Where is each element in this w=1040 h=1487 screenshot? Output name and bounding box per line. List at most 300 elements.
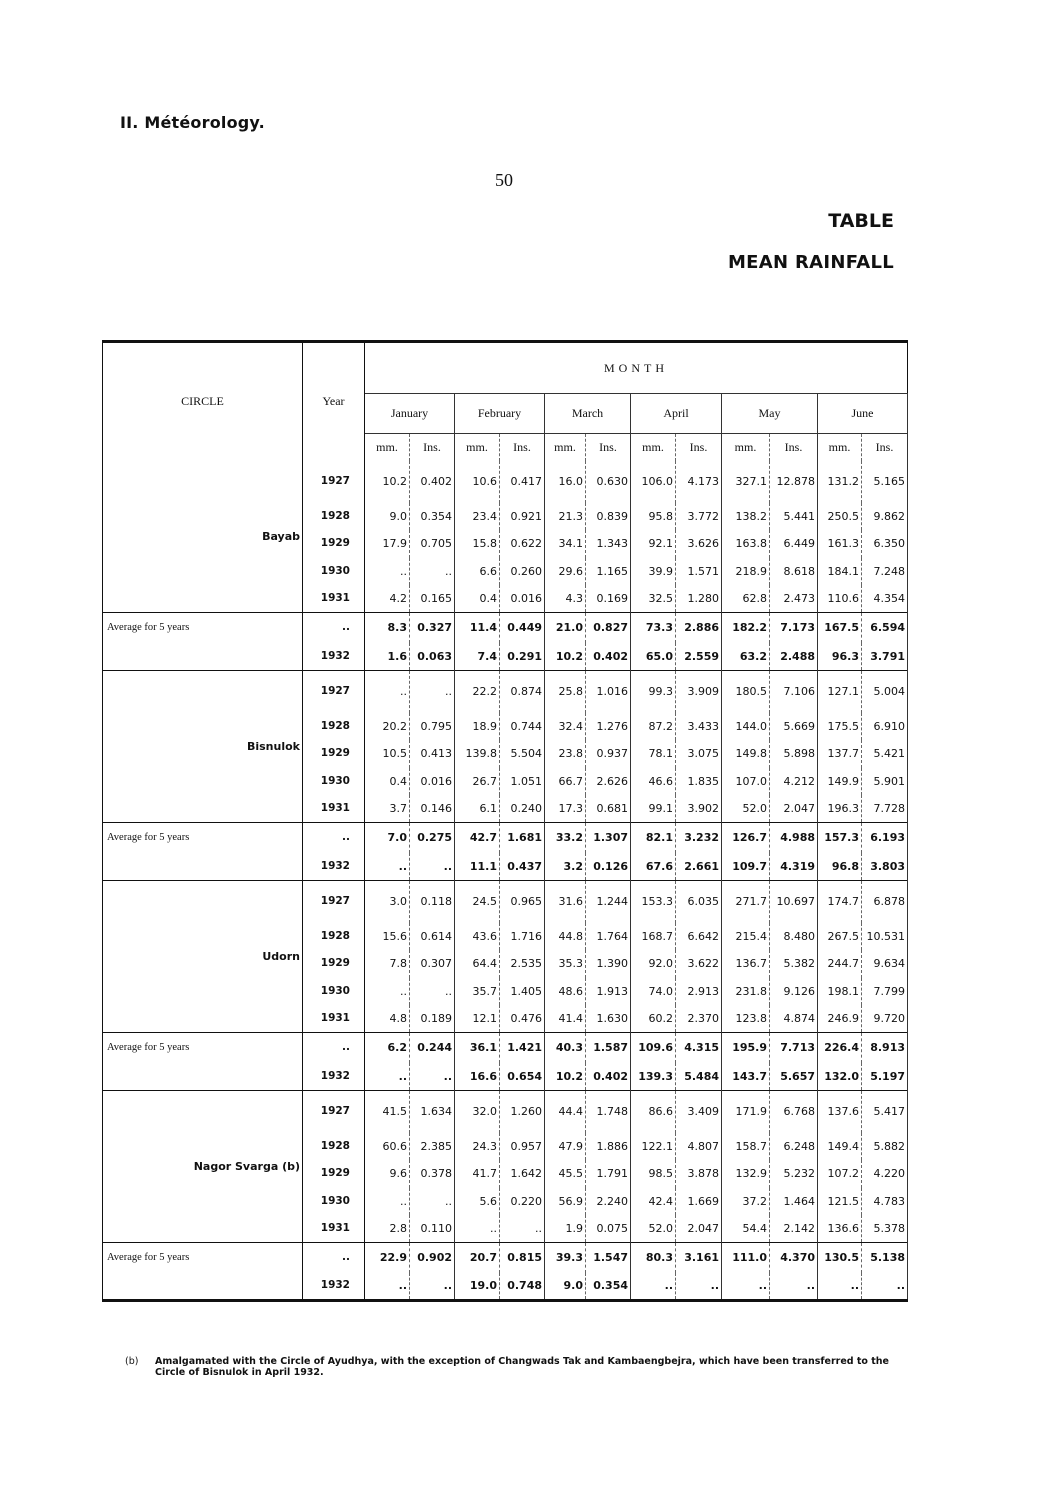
value-cell: .. (365, 1063, 410, 1091)
value-cell: 2.473 (770, 585, 818, 613)
value-cell: 3.2 (545, 853, 586, 881)
value-cell: 3.0 (365, 881, 410, 923)
value-cell: 161.3 (818, 530, 862, 558)
value-cell: .. (365, 1273, 410, 1301)
value-cell: 4.212 (770, 768, 818, 796)
value-cell: .. (365, 853, 410, 881)
value-cell: .. (818, 1273, 862, 1301)
value-cell: 0.449 (500, 613, 545, 643)
value-cell: 20.2 (365, 713, 410, 741)
value-cell: 41.4 (545, 1005, 586, 1033)
value-cell: 7.728 (862, 795, 908, 823)
value-cell: 19.0 (455, 1273, 500, 1301)
value-cell: 96.3 (818, 643, 862, 671)
value-cell: 2.913 (676, 978, 722, 1006)
month-group-header: MONTH (365, 342, 908, 394)
year-cell: 1927 (303, 1091, 365, 1133)
table-row (103, 1091, 908, 1133)
value-cell: 9.0 (545, 1273, 586, 1301)
value-cell: 8.618 (770, 558, 818, 586)
value-cell: 62.8 (722, 585, 770, 613)
page-number: 50 (495, 170, 513, 190)
value-cell: 180.5 (722, 671, 770, 713)
value-cell: 0.189 (410, 1005, 455, 1033)
value-cell: 130.5 (818, 1243, 862, 1273)
value-cell: 250.5 (818, 503, 862, 531)
value-cell: 109.7 (722, 853, 770, 881)
value-cell: 5.138 (862, 1243, 908, 1273)
value-cell: 126.7 (722, 823, 770, 853)
value-cell: 1.547 (586, 1243, 631, 1273)
value-cell: 4.807 (676, 1133, 722, 1161)
value-cell: 1.405 (500, 978, 545, 1006)
value-cell: 1.260 (500, 1091, 545, 1133)
value-cell: 46.6 (631, 768, 676, 796)
value-cell: 3.075 (676, 740, 722, 768)
value-cell: 4.315 (676, 1033, 722, 1063)
value-cell: 9.6 (365, 1160, 410, 1188)
value-cell: 9.862 (862, 503, 908, 531)
value-cell: 149.8 (722, 740, 770, 768)
value-cell: .. (410, 671, 455, 713)
value-cell: 12.1 (455, 1005, 500, 1033)
value-cell: 131.2 (818, 461, 862, 503)
year-header: Year (303, 342, 365, 461)
value-cell: 2.661 (676, 853, 722, 881)
value-cell: 42.4 (631, 1188, 676, 1216)
value-cell: 67.6 (631, 853, 676, 881)
month-header: June (818, 394, 908, 434)
value-cell: 1.681 (500, 823, 545, 853)
value-cell: 36.1 (455, 1033, 500, 1063)
value-cell: 99.1 (631, 795, 676, 823)
value-cell: 52.0 (722, 795, 770, 823)
value-cell: 22.9 (365, 1243, 410, 1273)
value-cell: 4.319 (770, 853, 818, 881)
year-cell: 1932 (303, 1273, 365, 1301)
month-header: April (631, 394, 722, 434)
value-cell: 1.571 (676, 558, 722, 586)
value-cell: 1.630 (586, 1005, 631, 1033)
value-cell: .. (500, 1215, 545, 1243)
value-cell: 10.531 (862, 923, 908, 951)
value-cell: 1.343 (586, 530, 631, 558)
value-cell: 157.3 (818, 823, 862, 853)
value-cell: 10.2 (545, 1063, 586, 1091)
year-cell: .. (303, 1033, 365, 1063)
value-cell: 1.421 (500, 1033, 545, 1063)
value-cell: 63.2 (722, 643, 770, 671)
value-cell: 244.7 (818, 950, 862, 978)
value-cell: 0.902 (410, 1243, 455, 1273)
value-cell: 1.642 (500, 1160, 545, 1188)
value-cell: 136.6 (818, 1215, 862, 1243)
value-cell: 9.720 (862, 1005, 908, 1033)
value-cell: 10.6 (455, 461, 500, 503)
value-cell: 2.626 (586, 768, 631, 796)
value-cell: 6.193 (862, 823, 908, 853)
value-cell: 1.390 (586, 950, 631, 978)
average-row (103, 823, 908, 853)
value-cell: 7.106 (770, 671, 818, 713)
value-cell: 182.2 (722, 613, 770, 643)
value-cell: 0.354 (586, 1273, 631, 1301)
value-cell: 184.1 (818, 558, 862, 586)
footnote-mark: (b) (125, 1356, 139, 1367)
value-cell: 1.748 (586, 1091, 631, 1133)
value-cell: 42.7 (455, 823, 500, 853)
value-cell: 2.559 (676, 643, 722, 671)
value-cell: 1.244 (586, 881, 631, 923)
value-cell: 0.291 (500, 643, 545, 671)
value-cell: 21.3 (545, 503, 586, 531)
value-cell: 1.165 (586, 558, 631, 586)
value-cell: 0.4 (365, 768, 410, 796)
value-cell: 5.004 (862, 671, 908, 713)
month-header: January (365, 394, 455, 434)
value-cell: 3.791 (862, 643, 908, 671)
value-cell: 0.937 (586, 740, 631, 768)
year-cell: 1931 (303, 1005, 365, 1033)
value-cell: .. (365, 671, 410, 713)
value-cell: 6.878 (862, 881, 908, 923)
year-cell: 1930 (303, 558, 365, 586)
value-cell: 3.902 (676, 795, 722, 823)
value-cell: 0.622 (500, 530, 545, 558)
value-cell: 4.354 (862, 585, 908, 613)
value-cell: 109.6 (631, 1033, 676, 1063)
value-cell: 66.7 (545, 768, 586, 796)
value-cell: 39.3 (545, 1243, 586, 1273)
value-cell: 17.3 (545, 795, 586, 823)
value-cell: 29.6 (545, 558, 586, 586)
year-cell: 1929 (303, 1160, 365, 1188)
year-cell: 1930 (303, 978, 365, 1006)
value-cell: 174.7 (818, 881, 862, 923)
value-cell: 5.378 (862, 1215, 908, 1243)
value-cell: 3.433 (676, 713, 722, 741)
value-cell: 11.1 (455, 853, 500, 881)
value-cell: 8.913 (862, 1033, 908, 1063)
value-cell: 0.110 (410, 1215, 455, 1243)
value-cell: .. (365, 558, 410, 586)
value-cell: 231.8 (722, 978, 770, 1006)
footnote-text: Amalgamated with the Circle of Ayudhya, with the exception of Changwads Tak and Kambaengbejra, which have been transferred to the Circle of Bisnulok in April 1932. (155, 1356, 889, 1378)
circle-name: Nagor Svarga (b) (103, 1091, 303, 1243)
value-cell: .. (410, 978, 455, 1006)
circle-header: CIRCLE (103, 342, 303, 461)
year-cell: 1928 (303, 503, 365, 531)
value-cell: 168.7 (631, 923, 676, 951)
value-cell: 17.9 (365, 530, 410, 558)
unit-mm-header: mm. (631, 434, 676, 461)
year-cell: 1932 (303, 1063, 365, 1091)
value-cell: 136.7 (722, 950, 770, 978)
value-cell: 0.965 (500, 881, 545, 923)
value-cell: 175.5 (818, 713, 862, 741)
value-cell: 3.409 (676, 1091, 722, 1133)
value-cell: 6.248 (770, 1133, 818, 1161)
value-cell: 3.878 (676, 1160, 722, 1188)
value-cell: 226.4 (818, 1033, 862, 1063)
value-cell: 78.1 (631, 740, 676, 768)
value-cell: 0.244 (410, 1033, 455, 1063)
value-cell: 1.835 (676, 768, 722, 796)
value-cell: 0.126 (586, 853, 631, 881)
value-cell: 3.161 (676, 1243, 722, 1273)
value-cell: 92.1 (631, 530, 676, 558)
value-cell: 5.669 (770, 713, 818, 741)
value-cell: 0.146 (410, 795, 455, 823)
unit-ins-header: Ins. (410, 434, 455, 461)
value-cell: 0.437 (500, 853, 545, 881)
value-cell: 4.783 (862, 1188, 908, 1216)
value-cell: 0.957 (500, 1133, 545, 1161)
value-cell: 15.8 (455, 530, 500, 558)
value-cell: 132.9 (722, 1160, 770, 1188)
value-cell: 65.0 (631, 643, 676, 671)
value-cell: 73.3 (631, 613, 676, 643)
value-cell: 0.063 (410, 643, 455, 671)
value-cell: 0.413 (410, 740, 455, 768)
value-cell: 43.6 (455, 923, 500, 951)
year-cell: 1931 (303, 795, 365, 823)
value-cell: 0.327 (410, 613, 455, 643)
unit-mm-header: mm. (818, 434, 862, 461)
year-cell: 1929 (303, 740, 365, 768)
unit-ins-header: Ins. (676, 434, 722, 461)
unit-mm-header: mm. (722, 434, 770, 461)
value-cell: 327.1 (722, 461, 770, 503)
value-cell: 1.791 (586, 1160, 631, 1188)
average-label: Average for 5 years (103, 1033, 303, 1091)
value-cell: 107.0 (722, 768, 770, 796)
year-cell: 1929 (303, 950, 365, 978)
value-cell: 153.3 (631, 881, 676, 923)
value-cell: 32.0 (455, 1091, 500, 1133)
value-cell: 9.126 (770, 978, 818, 1006)
value-cell: 26.7 (455, 768, 500, 796)
value-cell: 2.886 (676, 613, 722, 643)
year-cell: 1928 (303, 923, 365, 951)
average-row (103, 613, 908, 643)
value-cell: 80.3 (631, 1243, 676, 1273)
value-cell: 11.4 (455, 613, 500, 643)
average-label: Average for 5 years (103, 823, 303, 881)
value-cell: 0.748 (500, 1273, 545, 1301)
value-cell: 5.898 (770, 740, 818, 768)
value-cell: .. (455, 1215, 500, 1243)
value-cell: 5.882 (862, 1133, 908, 1161)
value-cell: 1.716 (500, 923, 545, 951)
section-title: II. Météorology. (120, 113, 265, 132)
value-cell: 4.220 (862, 1160, 908, 1188)
value-cell: 25.8 (545, 671, 586, 713)
value-cell: 82.1 (631, 823, 676, 853)
value-cell: 52.0 (631, 1215, 676, 1243)
value-cell: 0.681 (586, 795, 631, 823)
rainfall-table (102, 340, 908, 1302)
value-cell: 45.5 (545, 1160, 586, 1188)
value-cell: 60.6 (365, 1133, 410, 1161)
value-cell: 2.047 (676, 1215, 722, 1243)
table-row (103, 671, 908, 713)
value-cell: 4.2 (365, 585, 410, 613)
value-cell: 3.626 (676, 530, 722, 558)
value-cell: 5.901 (862, 768, 908, 796)
unit-ins-header: Ins. (500, 434, 545, 461)
value-cell: 0.839 (586, 503, 631, 531)
value-cell: 7.248 (862, 558, 908, 586)
value-cell: 195.9 (722, 1033, 770, 1063)
value-cell: .. (676, 1273, 722, 1301)
value-cell: 96.8 (818, 853, 862, 881)
value-cell: 40.3 (545, 1033, 586, 1063)
value-cell: 0.118 (410, 881, 455, 923)
value-cell: 6.350 (862, 530, 908, 558)
value-cell: 6.1 (455, 795, 500, 823)
value-cell: 4.3 (545, 585, 586, 613)
value-cell: 0.402 (586, 643, 631, 671)
value-cell: 44.4 (545, 1091, 586, 1133)
value-cell: 0.260 (500, 558, 545, 586)
value-cell: 23.8 (545, 740, 586, 768)
value-cell: 106.0 (631, 461, 676, 503)
value-cell: 6.642 (676, 923, 722, 951)
value-cell: 33.2 (545, 823, 586, 853)
value-cell: 47.9 (545, 1133, 586, 1161)
value-cell: 0.4 (455, 585, 500, 613)
value-cell: 137.7 (818, 740, 862, 768)
value-cell: 54.4 (722, 1215, 770, 1243)
value-cell: 0.307 (410, 950, 455, 978)
value-cell: 12.878 (770, 461, 818, 503)
value-cell: .. (365, 978, 410, 1006)
value-cell: 0.402 (410, 461, 455, 503)
value-cell: 3.909 (676, 671, 722, 713)
value-cell: 60.2 (631, 1005, 676, 1033)
value-cell: 86.6 (631, 1091, 676, 1133)
value-cell: 5.504 (500, 740, 545, 768)
value-cell: 139.8 (455, 740, 500, 768)
value-cell: 5.197 (862, 1063, 908, 1091)
value-cell: 163.8 (722, 530, 770, 558)
value-cell: 137.6 (818, 1091, 862, 1133)
value-cell: .. (410, 558, 455, 586)
average-row (103, 1243, 908, 1273)
average-label: Average for 5 years (103, 1243, 303, 1301)
value-cell: 7.713 (770, 1033, 818, 1063)
value-cell: 6.6 (455, 558, 500, 586)
year-cell: 1927 (303, 671, 365, 713)
value-cell: 198.1 (818, 978, 862, 1006)
value-cell: .. (722, 1273, 770, 1301)
value-cell: 121.5 (818, 1188, 862, 1216)
value-cell: 7.8 (365, 950, 410, 978)
value-cell: .. (410, 1188, 455, 1216)
value-cell: 139.3 (631, 1063, 676, 1091)
value-cell: 0.169 (586, 585, 631, 613)
value-cell: 1.669 (676, 1188, 722, 1216)
year-cell: 1931 (303, 585, 365, 613)
value-cell: 56.9 (545, 1188, 586, 1216)
value-cell: 0.016 (500, 585, 545, 613)
value-cell: 4.988 (770, 823, 818, 853)
value-cell: 0.630 (586, 461, 631, 503)
value-cell: 110.6 (818, 585, 862, 613)
value-cell: 39.9 (631, 558, 676, 586)
value-cell: 16.0 (545, 461, 586, 503)
value-cell: 0.016 (410, 768, 455, 796)
value-cell: 9.634 (862, 950, 908, 978)
value-cell: 0.165 (410, 585, 455, 613)
value-cell: 267.5 (818, 923, 862, 951)
year-cell: 1932 (303, 853, 365, 881)
value-cell: 215.4 (722, 923, 770, 951)
value-cell: 0.402 (586, 1063, 631, 1091)
year-cell: 1927 (303, 461, 365, 503)
value-cell: 0.417 (500, 461, 545, 503)
table-label: TABLE (828, 210, 894, 232)
value-cell: 107.2 (818, 1160, 862, 1188)
table-row (103, 461, 908, 503)
value-cell: 218.9 (722, 558, 770, 586)
value-cell: 8.480 (770, 923, 818, 951)
value-cell: 0.240 (500, 795, 545, 823)
value-cell: 10.5 (365, 740, 410, 768)
value-cell: 1.587 (586, 1033, 631, 1063)
value-cell: 21.0 (545, 613, 586, 643)
footnote (125, 1356, 915, 1378)
average-row (103, 1033, 908, 1063)
value-cell: 5.6 (455, 1188, 500, 1216)
value-cell: 32.5 (631, 585, 676, 613)
value-cell: 1.886 (586, 1133, 631, 1161)
value-cell: 15.6 (365, 923, 410, 951)
year-cell: 1927 (303, 881, 365, 923)
value-cell: 171.9 (722, 1091, 770, 1133)
value-cell: 99.3 (631, 671, 676, 713)
value-cell: 1.280 (676, 585, 722, 613)
value-cell: 127.1 (818, 671, 862, 713)
value-cell: 2.047 (770, 795, 818, 823)
table-row (103, 881, 908, 923)
value-cell: .. (365, 1188, 410, 1216)
value-cell: 0.378 (410, 1160, 455, 1188)
value-cell: 122.1 (631, 1133, 676, 1161)
value-cell: 64.4 (455, 950, 500, 978)
value-cell: 6.910 (862, 713, 908, 741)
value-cell: 3.803 (862, 853, 908, 881)
value-cell: 7.173 (770, 613, 818, 643)
average-label: Average for 5 years (103, 613, 303, 671)
value-cell: 24.3 (455, 1133, 500, 1161)
unit-ins-header: Ins. (770, 434, 818, 461)
value-cell: 132.0 (818, 1063, 862, 1091)
year-cell: 1930 (303, 1188, 365, 1216)
value-cell: 111.0 (722, 1243, 770, 1273)
value-cell: 7.799 (862, 978, 908, 1006)
value-cell: 5.417 (862, 1091, 908, 1133)
unit-mm-header: mm. (365, 434, 410, 461)
value-cell: 35.3 (545, 950, 586, 978)
value-cell: 5.382 (770, 950, 818, 978)
value-cell: 0.354 (410, 503, 455, 531)
value-cell: .. (410, 1063, 455, 1091)
value-cell: 10.2 (545, 643, 586, 671)
value-cell: 0.874 (500, 671, 545, 713)
value-cell: 10.2 (365, 461, 410, 503)
